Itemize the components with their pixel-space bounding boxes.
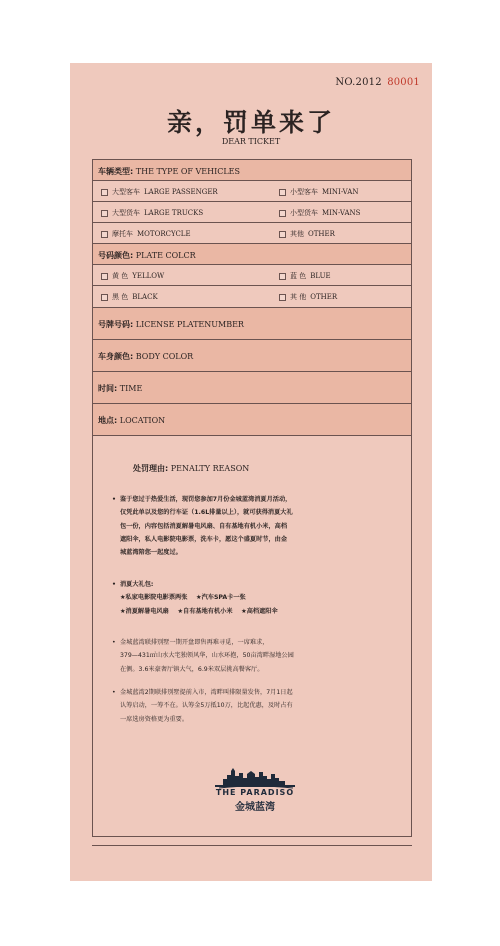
text-line: 在侧。3.6米豪奢厅镇大气，6.9米双层挑高餐客厅。 bbox=[120, 665, 264, 673]
option-zh: 摩托车 bbox=[112, 230, 133, 238]
gift-item: ★私家电影院电影票两张 bbox=[120, 594, 188, 602]
text-line: 金城蓝湾2期联排别墅提前入市，湾畔叫排限量发售，7月1日起 bbox=[120, 689, 293, 696]
checkbox[interactable] bbox=[279, 294, 286, 301]
text-line: 379—431㎡山水大宅独领风华，山水环抱，50亩湾畔湿地公园 bbox=[120, 652, 294, 660]
field-label-en: LICENSE PLATENUMBER bbox=[135, 320, 244, 329]
field-label-en: LOCATION bbox=[119, 416, 166, 425]
option-en: BLACK bbox=[132, 293, 158, 301]
option-zh: 黄 色 bbox=[112, 272, 129, 280]
option-zh: 小型货车 bbox=[290, 209, 318, 217]
body-color-field[interactable] bbox=[93, 340, 411, 372]
gift-line bbox=[120, 605, 390, 618]
gift-line bbox=[120, 591, 390, 604]
paradiso-logo bbox=[213, 765, 297, 811]
text-line: 认筹启动，一筹不在。认筹金5万抵10万，比起优惠，及时占有 bbox=[120, 702, 293, 710]
promo-phase-one bbox=[112, 636, 390, 676]
option-en: LARGE PASSENGER bbox=[144, 188, 218, 196]
option-zh: 大型客车 bbox=[112, 188, 140, 196]
gift-item: ★自有基地有机小米 bbox=[177, 607, 233, 615]
ticket-number bbox=[335, 77, 420, 88]
vehicle-type-header bbox=[93, 160, 411, 181]
checkbox[interactable] bbox=[279, 189, 286, 196]
bullet-icon: • bbox=[112, 689, 116, 696]
vehicle-option-large-passenger[interactable] bbox=[101, 187, 218, 197]
text-line: 金城蓝湾联排别墅一期开盘即售再难寻觅，一席难求， bbox=[120, 639, 269, 646]
logo-text-en: THE PARADISO bbox=[215, 788, 295, 797]
vehicle-option-row bbox=[93, 223, 411, 244]
checkbox[interactable] bbox=[101, 294, 108, 301]
field-label: 时间: bbox=[98, 384, 118, 393]
option-zh: 小型客车 bbox=[290, 188, 318, 196]
plate-option-row bbox=[93, 286, 411, 308]
plate-option-row bbox=[93, 265, 411, 286]
license-plate-field[interactable] bbox=[93, 308, 411, 340]
option-en: BLUE bbox=[310, 272, 331, 280]
vehicle-type-label-en: THE TYPE OF VEHICLES bbox=[135, 167, 240, 176]
plate-option-black[interactable] bbox=[101, 292, 158, 302]
field-label: 号牌号码: bbox=[98, 320, 134, 329]
option-en: OTHER bbox=[310, 293, 338, 301]
gift-title: 消夏大礼包: bbox=[120, 581, 154, 588]
checkbox[interactable] bbox=[279, 210, 286, 217]
option-en: MINI-VAN bbox=[322, 188, 359, 196]
text-line: 仅凭此单以及您的行车证（1.6L排量以上），就可获得消夏大礼 bbox=[120, 509, 293, 517]
option-zh: 其他 bbox=[290, 230, 304, 238]
option-zh: 黑 色 bbox=[112, 293, 129, 301]
penalty-reason-label: 处罚理由: bbox=[133, 464, 169, 473]
plate-color-label-en: PLATE COLCR bbox=[135, 251, 196, 260]
text-line: 遮阳伞，私人电影院电影票，洗车卡，愿这个盛夏时节，由金 bbox=[120, 535, 288, 543]
plate-option-blue[interactable] bbox=[279, 271, 331, 281]
vehicle-option-large-trucks[interactable] bbox=[101, 208, 203, 218]
option-zh: 其 他 bbox=[290, 293, 307, 301]
page-subtitle: DEAR TICKET bbox=[221, 137, 281, 146]
option-en: OTHER bbox=[308, 230, 335, 238]
gift-item: ★消夏解暑电风扇 bbox=[120, 607, 169, 615]
checkbox[interactable] bbox=[101, 210, 108, 217]
vehicle-type-label: 车辆类型: bbox=[98, 167, 134, 176]
bullet-icon: • bbox=[112, 639, 116, 646]
field-label: 地点: bbox=[98, 416, 118, 425]
ticket-form bbox=[92, 159, 412, 837]
text-line: 鉴于您过于热爱生活，现罚您参加7月份金城蓝湾消夏月活动， bbox=[120, 496, 292, 503]
plate-option-yellow[interactable] bbox=[101, 271, 164, 281]
option-en: MOTORCYCLE bbox=[137, 230, 191, 238]
gift-package bbox=[112, 578, 390, 618]
field-label: 车身颜色: bbox=[98, 352, 134, 361]
vehicle-option-other[interactable] bbox=[279, 229, 335, 239]
text-line: 包一份，内容包括消夏解暑电风扇、自有基地有机小米，高档 bbox=[120, 522, 288, 530]
page-title: 亲，罚单来了 bbox=[166, 108, 335, 137]
field-label-en: TIME bbox=[119, 384, 143, 393]
option-en: MIN-VANS bbox=[322, 209, 361, 217]
checkbox[interactable] bbox=[279, 273, 286, 280]
footer-divider bbox=[92, 845, 412, 846]
skyline-icon bbox=[213, 765, 297, 789]
plate-color-label: 号码颜色: bbox=[98, 251, 134, 260]
bullet-icon: • bbox=[112, 581, 116, 588]
penalty-reason-text bbox=[112, 493, 390, 559]
checkbox[interactable] bbox=[101, 189, 108, 196]
checkbox[interactable] bbox=[279, 231, 286, 238]
vehicle-option-min-vans[interactable] bbox=[279, 208, 360, 218]
text-line: 一席选房资格更为重要。 bbox=[120, 715, 189, 723]
ticket-number-prefix: NO.2012 bbox=[335, 77, 382, 88]
location-field[interactable] bbox=[93, 404, 411, 436]
time-field[interactable] bbox=[93, 372, 411, 404]
vehicle-option-mini-van[interactable] bbox=[279, 187, 358, 197]
penalty-reason-header bbox=[133, 463, 249, 474]
vehicle-option-row bbox=[93, 181, 411, 202]
field-label-en: BODY COLOR bbox=[135, 352, 194, 361]
checkbox[interactable] bbox=[101, 273, 108, 280]
vehicle-option-motorcycle[interactable] bbox=[101, 229, 191, 239]
gift-item: ★高档遮阳伞 bbox=[241, 607, 278, 615]
checkbox[interactable] bbox=[101, 231, 108, 238]
vehicle-option-row bbox=[93, 202, 411, 223]
ticket-serial: 80001 bbox=[387, 77, 420, 88]
logo-text-zh: 金城蓝湾 bbox=[235, 802, 275, 813]
text-line: 城蓝湾陪您一起度过。 bbox=[120, 549, 182, 557]
option-zh: 蓝 色 bbox=[290, 272, 307, 280]
option-zh: 大型货车 bbox=[112, 209, 140, 217]
penalty-reason-label-en: PENALTY REASON bbox=[170, 464, 250, 473]
penalty-ticket bbox=[70, 63, 432, 881]
option-en: YELLOW bbox=[132, 272, 165, 280]
promo-phase-two bbox=[112, 686, 390, 726]
bullet-icon: • bbox=[112, 496, 116, 503]
plate-option-other[interactable] bbox=[279, 292, 337, 302]
gift-item: ★汽车SPA卡一张 bbox=[196, 594, 246, 602]
option-en: LARGE TRUCKS bbox=[144, 209, 204, 217]
plate-color-header bbox=[93, 244, 411, 265]
